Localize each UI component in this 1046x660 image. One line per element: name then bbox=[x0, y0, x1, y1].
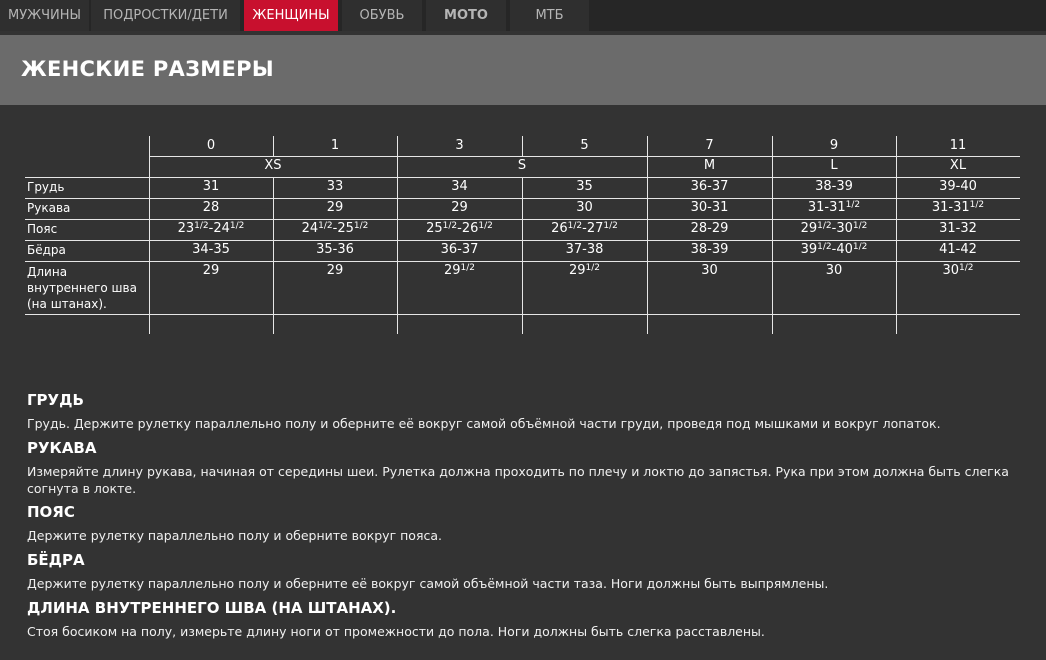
size-value: $25^{1/2}-26^{1/2}$ bbox=[426, 221, 493, 236]
size-value: 30 bbox=[701, 263, 718, 278]
size-value: 38-39 bbox=[690, 242, 729, 257]
note-heading-waist: ПОЯС bbox=[27, 503, 75, 521]
row-label: Рукава bbox=[27, 201, 71, 215]
size-value: 35 bbox=[576, 179, 593, 194]
size-number-header: 1 bbox=[330, 138, 340, 153]
size-value: $31-31^{1/2}$ bbox=[807, 200, 861, 215]
size-value: $23^{1/2}-24^{1/2}$ bbox=[177, 221, 245, 236]
size-value: 34-35 bbox=[192, 242, 230, 257]
size-value: 29 bbox=[451, 200, 468, 215]
size-value: $29^{1/2}$ bbox=[568, 263, 601, 278]
row-label: Бёдра bbox=[27, 243, 66, 257]
note-text-sleeves: Измеряйте длину рукава, начиная от середины шеи. Рулетка должна проходить по плечу и локтю до запястья. Рука при этом должна быть слегка согнута в локте. bbox=[27, 464, 1009, 496]
size-value: 33 bbox=[326, 179, 344, 194]
tab-men[interactable]: МУЖЧИНЫ bbox=[0, 0, 89, 31]
size-value: 41-42 bbox=[939, 242, 977, 257]
tab-moto[interactable]: MOTO bbox=[426, 0, 506, 31]
size-value: $24^{1/2}-25^{1/2}$ bbox=[301, 221, 369, 236]
size-value: 29 bbox=[326, 263, 344, 278]
size-value: 30-31 bbox=[690, 200, 729, 215]
tab-women[interactable]: ЖЕНЩИНЫ bbox=[244, 0, 338, 31]
size-value: 29 bbox=[202, 263, 220, 278]
note-heading-hips: БЁДРА bbox=[27, 551, 85, 569]
row-label: Пояс bbox=[27, 222, 58, 236]
tab-mtb[interactable]: MTБ bbox=[510, 0, 589, 31]
size-value: 31 bbox=[202, 179, 220, 194]
note-heading-sleeves: РУКАВА bbox=[27, 439, 97, 457]
size-number-header: 7 bbox=[705, 138, 714, 153]
size-value: 38-39 bbox=[815, 179, 853, 194]
size-number-header: 9 bbox=[829, 138, 839, 153]
size-value: 39-40 bbox=[939, 179, 977, 194]
note-heading-inseam: ДЛИНА ВНУТРЕННЕГО ШВА (НА ШТАНАХ). bbox=[27, 599, 397, 617]
size-value: 28-29 bbox=[690, 221, 729, 236]
row-label: Грудь bbox=[27, 180, 65, 194]
size-value: 29 bbox=[326, 200, 344, 215]
size-number-header: 0 bbox=[206, 138, 216, 153]
size-value: $26^{1/2}-27^{1/2}$ bbox=[551, 221, 618, 236]
note-text-waist: Держите рулетку параллельно полу и оберните вокруг пояса. bbox=[27, 528, 442, 543]
page-title: ЖЕНСКИЕ РАЗМЕРЫ bbox=[21, 57, 274, 81]
size-number-header: 5 bbox=[580, 138, 589, 153]
note-text-chest: Грудь. Держите рулетку параллельно полу и оберните её вокруг самой объёмной части груди, проведя под мышками и вокруг лопаток. bbox=[27, 416, 941, 431]
size-letter-header: XL bbox=[949, 158, 967, 173]
size-value: 36-37 bbox=[690, 179, 729, 194]
size-value: $29^{1/2}$ bbox=[443, 263, 476, 278]
size-value: 36-37 bbox=[440, 242, 479, 257]
size-value: $39^{1/2}-40^{1/2}$ bbox=[800, 242, 868, 257]
size-value: $30^{1/2}$ bbox=[942, 263, 974, 278]
size-letter-header: S bbox=[517, 158, 527, 173]
size-value: 37-38 bbox=[565, 242, 604, 257]
size-letter-header: XS bbox=[264, 158, 282, 173]
size-letter-header: M bbox=[703, 158, 716, 173]
size-number-header: 3 bbox=[455, 138, 464, 153]
row-label: Длина внутреннего шва (на штанах). bbox=[27, 265, 137, 311]
note-text-hips: Держите рулетку параллельно полу и оберните её вокруг самой объёмной части таза. Ноги должны быть выпрямлены. bbox=[27, 576, 829, 591]
size-letter-header: L bbox=[830, 158, 838, 173]
note-heading-chest: ГРУДЬ bbox=[27, 391, 84, 409]
tab-teens-kids[interactable]: ПОДРОСТКИ/ДЕТИ bbox=[91, 0, 240, 31]
size-value: 30 bbox=[576, 200, 593, 215]
size-value: $29^{1/2}-30^{1/2}$ bbox=[800, 221, 868, 236]
size-value: 28 bbox=[202, 200, 220, 215]
size-value: 35-36 bbox=[316, 242, 354, 257]
size-value: 31-32 bbox=[939, 221, 977, 236]
size-value: $31-31^{1/2}$ bbox=[931, 200, 985, 215]
tab-footwear[interactable]: ОБУВЬ bbox=[342, 0, 422, 31]
size-value: 30 bbox=[825, 263, 843, 278]
note-text-inseam: Стоя босиком на полу, измерьте длину ноги от промежности до пола. Ноги должны быть слегка расставлены. bbox=[27, 624, 765, 639]
size-number-header: 11 bbox=[949, 138, 967, 153]
size-value: 34 bbox=[451, 179, 468, 194]
